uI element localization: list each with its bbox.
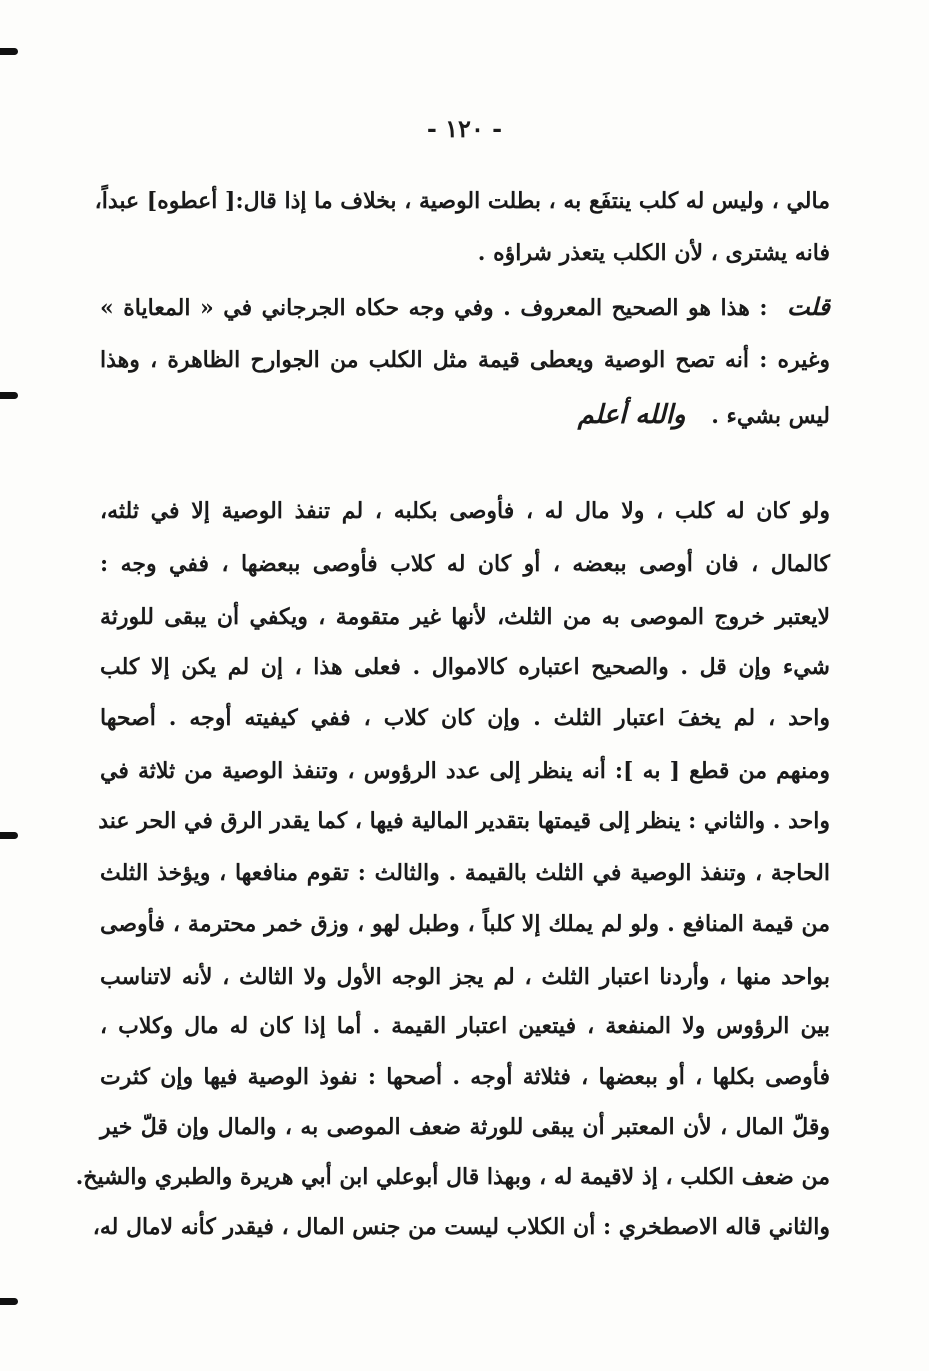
- qultu-heading: قلت: [787, 292, 830, 321]
- text-line: بواحد منها ، وأردنا اعتبار الثلث ، لم يجز الوجه الأول ولا الثالث ، لأنه لاتناسب: [100, 964, 830, 990]
- text-line: فانه يشترى ، لأن الكلب يتعذر شراؤه .: [477, 240, 830, 266]
- text-line: ومنهم من قطع [ به ]: أنه ينظر إلى عدد الرؤوس ، وتنفذ الوصية من ثلاثة في: [100, 758, 830, 784]
- binding-mark: [0, 1298, 18, 1305]
- text-line: شيء وإن قل . والصحيح اعتباره كالاموال . فعلى هذا ، إن لم يكن إلا كلب: [100, 654, 830, 680]
- text-line: وغيره : أنه تصح الوصية ويعطى قيمة مثل الكلب من الجوارح الظاهرة ، وهذا: [100, 347, 830, 373]
- text-line: والثاني قاله الاصطخري : أن الكلاب ليست من جنس المال ، فيقدر كأنه لامال له،: [92, 1214, 830, 1240]
- binding-mark: [0, 832, 18, 839]
- text-line: الحاجة ، وتنفذ الوصية في الثلث بالقيمة . والثالث : تقوم منافعها ، ويؤخذ الثلث: [100, 860, 830, 886]
- text-span: ليس بشيء .: [711, 403, 830, 429]
- text-line: [100, 292, 830, 323]
- text-line: [100, 400, 830, 431]
- text-line: واحد . والثاني : ينظر إلى قيمتها بتقدير المالية فيها ، كما يقدر الرق في الحر عند: [98, 808, 830, 834]
- signoff-allahu-alam: والله أعلم: [577, 400, 686, 430]
- text-line: كالمال ، فان أوصى ببعضه ، أو كان له كلاب فأوصى ببعضها ، ففي وجه :: [100, 551, 830, 577]
- text-line: من قيمة المنافع . ولو لم يملك إلا كلباً ، وطبل لهو ، وزق خمر محترمة ، فأوصى: [100, 911, 830, 937]
- text-line: بين الرؤوس ولا المنفعة ، فيتعين اعتبار القيمة . أما إذا كان له مال وكلاب ،: [100, 1013, 830, 1039]
- text-line: ولو كان له كلب ، ولا مال له ، فأوصى بكلبه ، لم تنفذ الوصية إلا في ثلثه،: [100, 498, 830, 524]
- text-line: وقلّ المال ، لأن المعتبر أن يبقى للورثة ضعف الموصى به ، والمال وإن قلّ خير: [100, 1114, 830, 1140]
- binding-mark: [0, 48, 18, 55]
- page-number: - ١٢٠ -: [426, 114, 503, 143]
- text-span: : هذا هو الصحيح المعروف . وفي وجه حكاه الجرجاني في « المعاياة »: [100, 295, 768, 321]
- binding-mark: [0, 392, 18, 399]
- text-line: مالي ، وليس له كلب ينتفَع به ، بطلت الوصية ، بخلاف ما إذا قال:[ أعطوه] عبداً،: [94, 188, 830, 214]
- text-line: واحد ، لم يخفَ اعتبار الثلث . وإن كان كلاب ، ففي كيفيته أوجه . أصحها: [100, 705, 830, 731]
- text-line: من ضعف الكلب ، إذ لاقيمة له ، وبهذا قال أبوعلي ابن أبي هريرة والطبري والشيخ.: [75, 1164, 830, 1190]
- text-line: لايعتبر خروج الموصى به من الثلث، لأنها غير متقومة ، ويكفي أن يبقى للورثة: [100, 604, 830, 630]
- text-line: فأوصى بكلها ، أو ببعضها ، فثلاثة أوجه . أصحها : نفوذ الوصية فيها وإن كثرت: [100, 1064, 830, 1090]
